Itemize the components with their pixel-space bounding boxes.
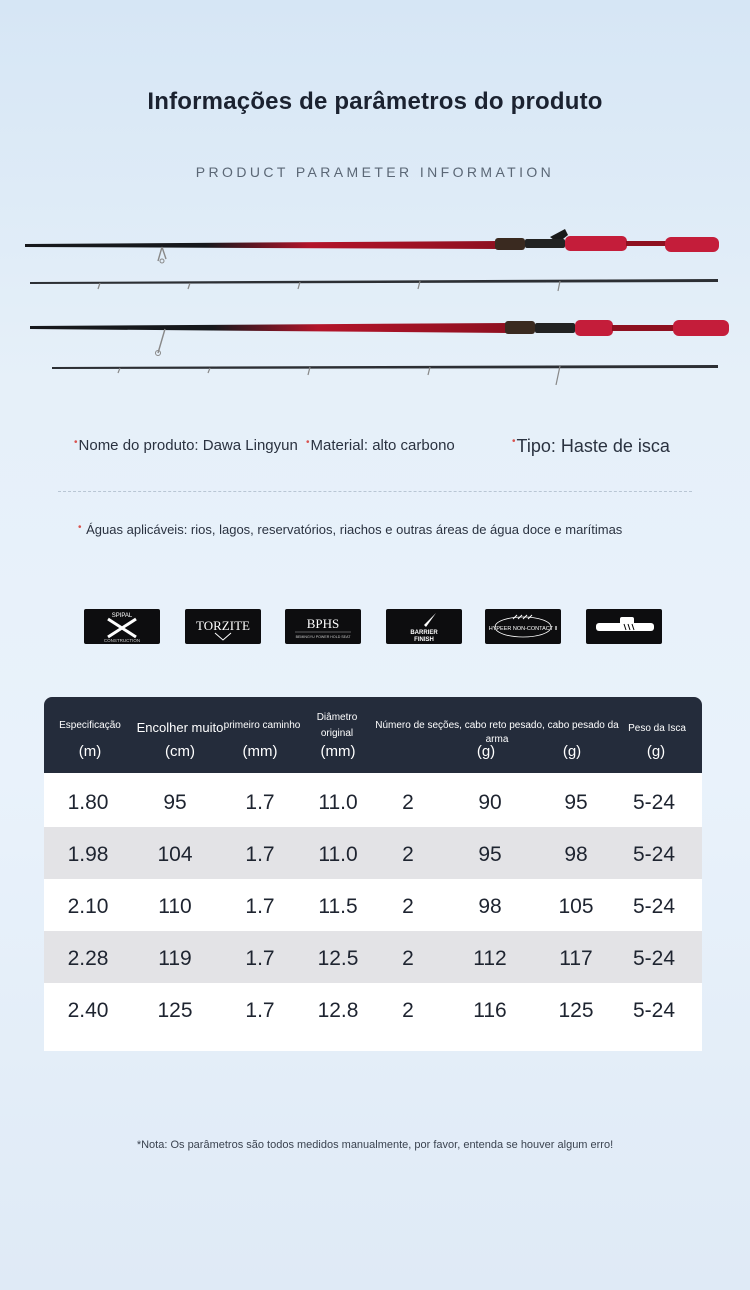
table-cell: 5-24 <box>632 999 676 1022</box>
table-cell: 112 <box>473 947 507 970</box>
casting-rod-1 <box>25 229 719 263</box>
table-row <box>44 879 702 931</box>
bullet-icon: • <box>306 437 310 448</box>
table-cell: 5-24 <box>632 895 676 918</box>
table-cell: 104 <box>157 843 193 866</box>
bullet-icon: • <box>512 436 516 447</box>
th-sections: Número de seções, cabo reto pesado, cabo pesado da arma <box>375 720 619 745</box>
info-type: •Tipo: Haste de isca <box>512 436 670 456</box>
th-diameter-1: Diâmetro <box>316 712 358 723</box>
rod-tip-2 <box>52 365 718 385</box>
info-material: •Material: alto carbono <box>306 437 455 454</box>
table-cell: 2 <box>402 843 414 866</box>
table-row <box>44 775 702 827</box>
table-cell: 119 <box>158 947 192 970</box>
table-cell: 11.0 <box>318 843 358 866</box>
table-cell: 1.80 <box>67 791 109 814</box>
parameter-table <box>44 697 702 1051</box>
svg-text:SPIPAL: SPIPAL <box>111 613 133 619</box>
table-cell: 98 <box>564 843 588 866</box>
table-cell: 11.0 <box>318 791 358 814</box>
table-cell: 1.7 <box>245 843 275 866</box>
svg-text:BPHS: BPHS <box>306 616 340 631</box>
table-row <box>44 931 702 983</box>
table-cell: 95 <box>564 791 588 814</box>
th-first-guide-unit: (mm) <box>242 743 278 760</box>
table-row <box>44 983 702 1035</box>
table-cell: 2.40 <box>67 999 109 1022</box>
barrier-finish-badge <box>386 609 462 644</box>
table-cell: 1.7 <box>245 791 275 814</box>
th-retract-unit: (cm) <box>165 743 195 760</box>
info-product-name: •Nome do produto: Dawa Lingyun <box>74 437 298 454</box>
svg-text:BEMINGYU POWER HOLD SEAT: BEMINGYU POWER HOLD SEAT <box>295 635 351 639</box>
table-cell: 2 <box>402 895 414 918</box>
rod-tip-1 <box>30 279 718 291</box>
svg-text:TORZITE: TORZITE <box>196 618 250 633</box>
table-cell: 1.7 <box>245 999 275 1022</box>
th-lure-weight: Peso da Isca <box>628 723 686 734</box>
table-cell: 110 <box>158 895 192 918</box>
table-cell: 1.98 <box>67 843 109 866</box>
torzite-badge <box>185 609 261 644</box>
svg-text:BARRIER: BARRIER <box>410 630 438 636</box>
th-spec: Especificação <box>59 720 121 731</box>
table-cell: 90 <box>478 791 502 814</box>
table-cell: 5-24 <box>632 947 676 970</box>
th-diameter-2: original <box>320 728 354 739</box>
dashed-divider <box>58 491 692 492</box>
table-cell: 12.8 <box>317 999 359 1022</box>
rod-illustration <box>20 225 735 385</box>
hyper-non-contact-badge <box>485 609 561 644</box>
th-lure-weight-unit: (g) <box>646 743 666 760</box>
table-cell: 105 <box>558 895 594 918</box>
page-subtitle: PRODUCT PARAMETER INFORMATION <box>195 164 555 180</box>
table-cell: 12.5 <box>317 947 359 970</box>
th-first-guide: primeiro caminho <box>223 720 301 731</box>
th-straight-weight-unit: (g) <box>476 743 496 760</box>
reel-seat-badge <box>586 609 662 644</box>
table-cell: 2 <box>402 999 414 1022</box>
table-cell: 5-24 <box>632 843 676 866</box>
table-header <box>44 697 702 773</box>
table-cell: 2.28 <box>67 947 109 970</box>
table-cell: 117 <box>559 947 593 970</box>
table-cell: 1.7 <box>245 947 275 970</box>
page-title: Informações de parâmetros do produto <box>147 88 603 115</box>
th-diameter-unit: (mm) <box>320 743 356 760</box>
bullet-icon: • <box>74 437 78 448</box>
table-cell: 11.5 <box>318 895 358 918</box>
table-cell: 1.7 <box>245 895 275 918</box>
table-cell: 125 <box>558 999 594 1022</box>
table-cell: 5-24 <box>632 791 676 814</box>
table-cell: 116 <box>473 999 507 1022</box>
table-cell: 2 <box>402 791 414 814</box>
th-retract: Encolher muito <box>136 720 224 735</box>
table-cell: 98 <box>478 895 502 918</box>
table-cell: 2 <box>402 947 414 970</box>
table-cell: 125 <box>157 999 193 1022</box>
table-cell: 95 <box>163 791 187 814</box>
th-gun-weight-unit: (g) <box>562 743 582 760</box>
bullet-icon: • <box>78 522 82 533</box>
bphs-badge <box>285 609 361 644</box>
spipal-construction-badge <box>84 609 160 644</box>
th-spec-unit: (m) <box>78 743 102 760</box>
casting-rod-2 <box>30 320 729 356</box>
table-cell: 95 <box>478 843 502 866</box>
table-cell: 2.10 <box>67 895 109 918</box>
table-row <box>44 827 702 879</box>
footnote: *Nota: Os parâmetros são todos medidos manualmente, por favor, entenda se houver algum erro! <box>136 1139 614 1151</box>
svg-text:HYPEER NON-CONTACT Ⅱ: HYPEER NON-CONTACT Ⅱ <box>488 626 558 632</box>
svg-text:FINISH: FINISH <box>414 637 434 643</box>
svg-text:CONSTRUCTION: CONSTRUCTION <box>103 638 141 643</box>
info-applicable-waters: • Águas aplicáveis: rios, lagos, reservatórios, riachos e outras áreas de água doce e marítimas <box>78 522 623 537</box>
